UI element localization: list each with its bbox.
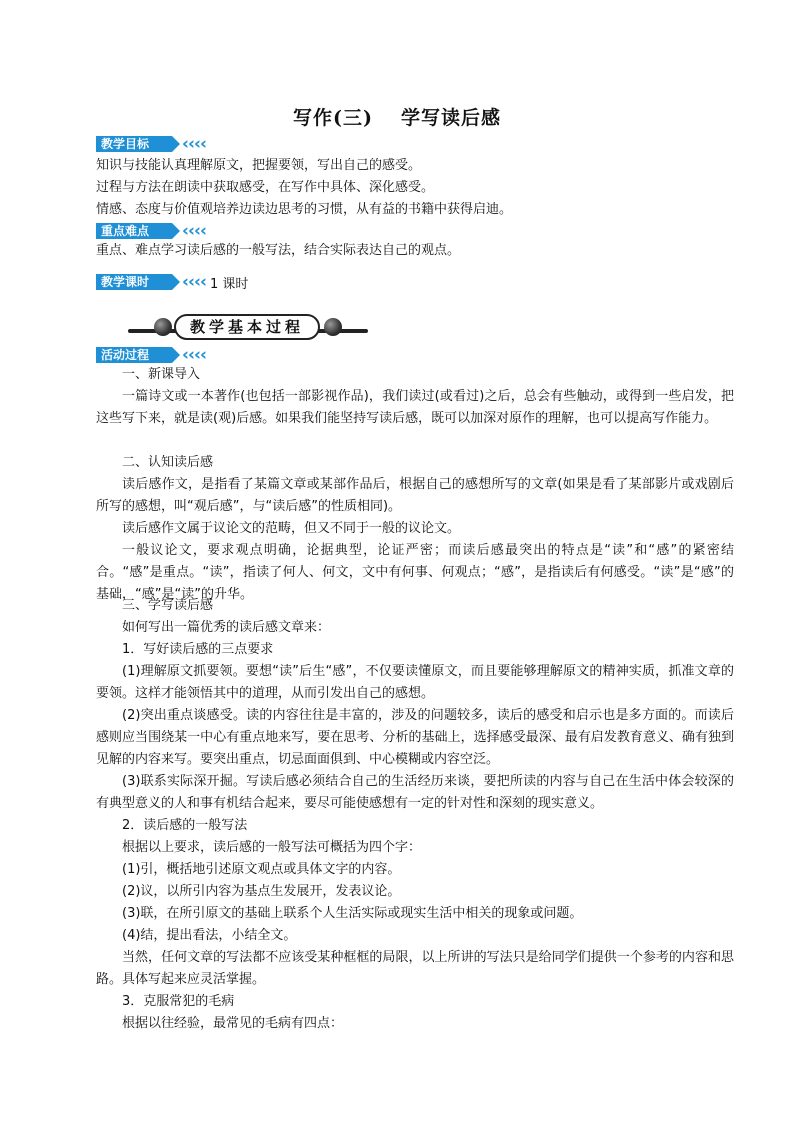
heading-intro: 一、新课导入 [122, 367, 201, 382]
chevrons-icon: ‹‹‹‹ [182, 221, 207, 241]
goal-process: 过程与方法在朗读中获取感受，在写作中具体、深化感受。 [96, 180, 435, 195]
goal-knowledge: 知识与技能认真理解原文，把握要领，写出自己的感受。 [96, 158, 422, 173]
heading-write: 三、学写读后感 [122, 598, 214, 613]
heading-concept: 二、认知读后感 [122, 455, 214, 470]
subheading-method: 2．读后感的一般写法 [122, 818, 248, 833]
page-title [0, 103, 794, 130]
paragraph: (1)理解原文抓要领。要想“读”后生“感”，不仅要读懂原文，而且要能够理解原文的精神实质，抓准文章的要领。这样才能领悟其中的道理，从而引发出自己的感想。 [96, 664, 734, 701]
focus-text: 重点、难点学习读后感的一般写法，结合实际表达自己的观点。 [96, 243, 461, 258]
title-part1: 写作(三) [293, 107, 373, 129]
chevrons-icon: ‹‹‹‹ [182, 272, 207, 292]
tag-label: 重点难点 [96, 223, 172, 239]
section-tag-process [96, 347, 206, 363]
paragraph: 一篇诗文或一本著作(也包括一部影视作品)，我们读过(或看过)之后，总会有些触动，或得到一些启发，把这些写下来，就是读(观)后感。如果我们能坚持写读后感，既可以加深对原作的理解，也可以提高写作能力。 [96, 389, 734, 426]
section-tag-focus [96, 223, 206, 239]
chevrons-icon: ‹‹‹‹ [182, 345, 207, 365]
paragraph: (2)突出重点谈感受。读的内容往往是丰富的，涉及的问题较多，读后的感受和启示也是多方面的。而读后感则应当围绕某一中心有重点地来写，要在思考、分析的基础上，选择感受最深、最有启发教育意义、确有独到见解的内容来写。要突出重点，切忌面面俱到、中心模糊或内容空泛。 [96, 708, 734, 767]
goal-values: 情感、态度与价值观培养边读边思考的习惯，从有益的书籍中获得启迪。 [96, 202, 513, 217]
paragraph: 根据以上要求，读后感的一般写法可概括为四个字： [122, 840, 422, 855]
section-tag-goals [96, 136, 206, 152]
list-item: (2)议，以所引内容为基点生发展开，发表议论。 [122, 884, 401, 899]
tag-label: 教学课时 [96, 274, 172, 290]
paragraph: 读后感作文，是指看了某篇文章或某部作品后，根据自己的感想所写的文章(如果是看了某部影片或戏剧后所写的感想，叫“观后感”，与“读后感”的性质相同)。 [96, 477, 734, 514]
subheading-mistakes: 3．克服常犯的毛病 [122, 994, 235, 1009]
list-item: (1)引，概括地引述原文观点或具体文字的内容。 [122, 862, 401, 877]
list-item: (3)联，在所引原文的基础上联系个人生活实际或现实生活中相关的现象或问题。 [122, 906, 583, 921]
hours-value: 1 课时 [210, 276, 249, 292]
paragraph: 读后感作文属于议论文的范畴，但又不同于一般的议论文。 [122, 521, 461, 536]
paragraph: 当然，任何文章的写法都不应该受某种框框的局限，以上所讲的写法只是给同学们提供一个参考的内容和思路。具体写起来应灵活掌握。 [96, 950, 734, 987]
banner-ornament-icon [154, 318, 172, 336]
chevrons-icon: ‹‹‹‹ [182, 134, 207, 154]
paragraph: (3)联系实际深开掘。写读后感必须结合自己的生活经历来谈，要把所读的内容与自己在生活中体会较深的有典型意义的人和事有机结合起来，要尽可能使感想有一定的针对性和深刻的现实意义。 [96, 774, 734, 811]
tag-label: 活动过程 [96, 347, 172, 363]
list-item: (4)结，提出看法，小结全文。 [122, 928, 297, 943]
title-part2: 学写读后感 [400, 107, 501, 129]
banner-ornament-icon [324, 318, 342, 336]
section-tag-hours [96, 274, 248, 290]
process-banner [128, 313, 368, 341]
paragraph: 一般议论文，要求观点明确，论据典型，论证严密；而读后感最突出的特点是“读”和“感”的紧密结合。“感”是重点。“读”，指读了何人、何文，文中有何事、何观点；“感”，是指读后有何感受。“读”是“感”的基础，“感”是“读”的升华。 [96, 543, 734, 602]
paragraph: 如何写出一篇优秀的读后感文章来： [122, 620, 331, 635]
banner-title: 教学基本过程 [174, 314, 320, 340]
tag-label: 教学目标 [96, 136, 172, 152]
paragraph: 根据以往经验，最常见的毛病有四点： [122, 1016, 344, 1031]
subheading-requirements: 1．写好读后感的三点要求 [122, 642, 274, 657]
